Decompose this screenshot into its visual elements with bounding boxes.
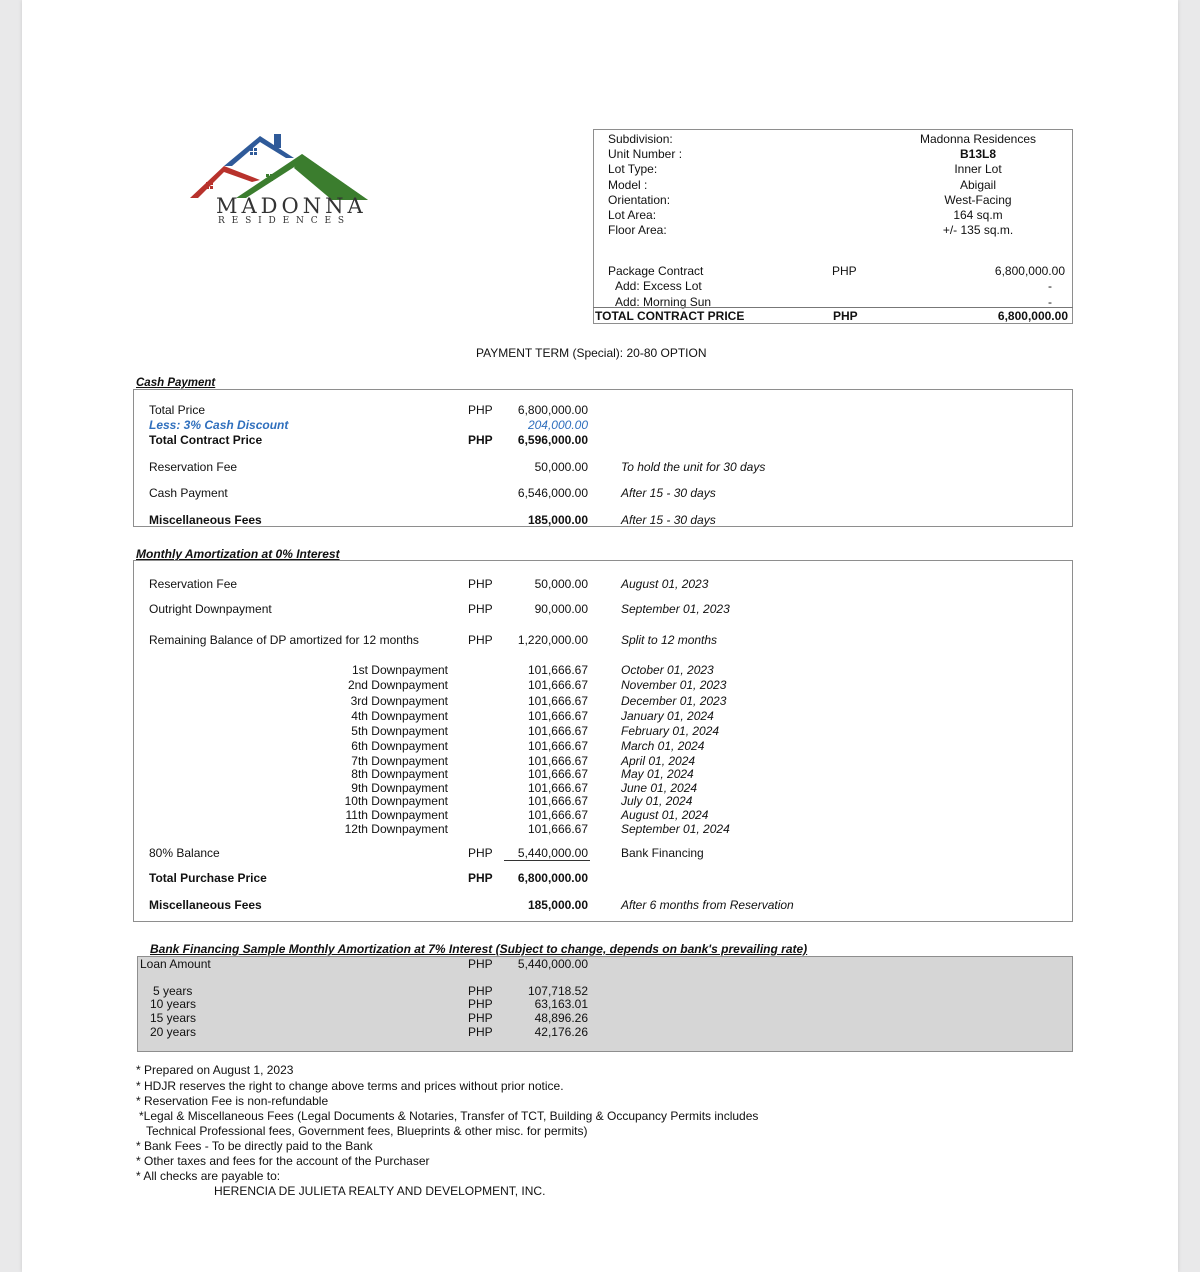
- cash-misc-label: Miscellaneous Fees: [149, 513, 262, 527]
- cash-reservation-note: To hold the unit for 30 days: [621, 460, 766, 474]
- downpayment-label: 7th Downpayment: [351, 754, 448, 768]
- total-contract-label: TOTAL CONTRACT PRICE: [595, 309, 745, 323]
- unit-value: West-Facing: [944, 193, 1012, 207]
- cash-contract-currency: PHP: [468, 433, 493, 447]
- footnote: * All checks are payable to:: [136, 1169, 281, 1183]
- downpayment-date: November 01, 2023: [621, 678, 727, 692]
- balance-80-note: Bank Financing: [621, 846, 704, 860]
- balance-underline: [504, 860, 590, 861]
- loan-term-label: 10 years: [150, 997, 197, 1011]
- unit-value: Abigail: [959, 178, 997, 192]
- downpayment-date: October 01, 2023: [621, 663, 714, 677]
- package-label: Package Contract: [608, 264, 704, 278]
- payee-company: HERENCIA DE JULIETA REALTY AND DEVELOPMENT, INC.: [214, 1184, 546, 1198]
- downpayment-date: April 01, 2024: [621, 754, 696, 768]
- morning-sun-value: -: [1048, 295, 1052, 309]
- total-purchase-value: 6,800,000.00: [517, 871, 588, 885]
- morning-sun-label: Add: Morning Sun: [615, 295, 712, 309]
- package-currency: PHP: [832, 264, 857, 278]
- loan-amount-value: 5,440,000.00: [517, 957, 588, 971]
- loan-term-currency: PHP: [468, 1025, 493, 1039]
- loan-amount-currency: PHP: [468, 957, 493, 971]
- outright-downpayment-date: September 01, 2023: [621, 602, 730, 616]
- downpayment-label: 6th Downpayment: [351, 739, 448, 753]
- cash-contract-label: Total Contract Price: [149, 433, 263, 447]
- total-purchase-currency: PHP: [468, 871, 493, 885]
- cash-discount-label: Less: 3% Cash Discount: [149, 418, 289, 432]
- unit-label: Lot Area:: [608, 208, 657, 222]
- cash-contract-value: 6,596,000.00: [517, 433, 588, 447]
- footnote: * Other taxes and fees for the account of the Purchaser: [136, 1154, 430, 1168]
- footnote: * Prepared on August 1, 2023: [136, 1063, 294, 1077]
- downpayment-amount: 101,666.67: [527, 709, 588, 723]
- downpayment-date: August 01, 2024: [621, 808, 709, 822]
- cash-payment-box: [133, 389, 1073, 527]
- downpayment-label: 8th Downpayment: [351, 767, 448, 781]
- total-price-currency: PHP: [468, 403, 493, 417]
- loan-term-currency: PHP: [468, 1011, 493, 1025]
- bank-financing-box: [137, 956, 1073, 1052]
- payment-term-heading: PAYMENT TERM (Special): 20-80 OPTION: [476, 346, 707, 360]
- cash-reservation-label: Reservation Fee: [149, 460, 238, 474]
- outright-downpayment-value: 90,000.00: [534, 602, 588, 616]
- downpayment-amount: 101,666.67: [527, 724, 588, 738]
- downpayment-label: 4th Downpayment: [351, 709, 448, 723]
- logo-name: MADONNA: [216, 194, 367, 218]
- monthly-reservation-value: 50,000.00: [534, 577, 588, 591]
- loan-amount-label: Loan Amount: [140, 957, 211, 971]
- footnote: * HDJR reserves the right to change above terms and prices without prior notice.: [136, 1079, 564, 1093]
- downpayment-amount: 101,666.67: [527, 663, 588, 677]
- downpayment-amount: 101,666.67: [527, 754, 588, 768]
- footnote: Technical Professional fees, Government fees, Blueprints & other misc. for permits): [146, 1124, 588, 1138]
- downpayment-date: July 01, 2024: [621, 794, 693, 808]
- excess-lot-label: Add: Excess Lot: [615, 279, 702, 293]
- downpayment-date: December 01, 2023: [621, 694, 727, 708]
- downpayment-amount: 101,666.67: [527, 781, 588, 795]
- unit-label: Model :: [608, 178, 648, 192]
- monthly-misc-value: 185,000.00: [527, 898, 588, 912]
- unit-label: Lot Type:: [608, 162, 658, 176]
- downpayment-label: 3rd Downpayment: [350, 694, 448, 708]
- downpayment-amount: 101,666.67: [527, 678, 588, 692]
- total-price-label: Total Price: [149, 403, 206, 417]
- downpayment-amount: 101,666.67: [527, 794, 588, 808]
- cash-misc-note: After 15 - 30 days: [621, 513, 716, 527]
- monthly-reservation-currency: PHP: [468, 577, 493, 591]
- monthly-misc-note: After 6 months from Reservation: [621, 898, 794, 912]
- remaining-balance-note: Split to 12 months: [621, 633, 718, 647]
- unit-value: 164 sq.m: [953, 208, 1003, 222]
- total-contract-value: 6,800,000.00: [997, 309, 1068, 323]
- unit-value: +/- 135 sq.m.: [942, 223, 1014, 237]
- outright-downpayment-currency: PHP: [468, 602, 493, 616]
- monthly-amortization-title: Monthly Amortization at 0% Interest: [136, 547, 340, 561]
- downpayment-label: 12th Downpayment: [344, 822, 448, 836]
- cash-reservation-value: 50,000.00: [534, 460, 588, 474]
- loan-term-label: 20 years: [150, 1025, 197, 1039]
- cash-discount-value: 204,000.00: [527, 418, 588, 432]
- cash-payment-note: After 15 - 30 days: [621, 486, 716, 500]
- downpayment-amount: 101,666.67: [527, 767, 588, 781]
- remaining-balance-value: 1,220,000.00: [517, 633, 588, 647]
- unit-value: Inner Lot: [954, 162, 1002, 176]
- loan-term-value: 42,176.26: [534, 1025, 588, 1039]
- downpayment-date: September 01, 2024: [621, 822, 730, 836]
- footnote: *Legal & Miscellaneous Fees (Legal Documents & Notaries, Transfer of TCT, Building & Occupancy Permits includes: [139, 1109, 759, 1123]
- downpayment-label: 10th Downpayment: [344, 794, 448, 808]
- loan-term-label: 15 years: [150, 1011, 197, 1025]
- unit-label: Subdivision:: [608, 132, 673, 146]
- loan-term-label: 5 years: [153, 984, 193, 998]
- document-page: [22, 0, 1178, 1272]
- monthly-amortization-box: [133, 560, 1073, 922]
- loan-term-value: 63,163.01: [534, 997, 588, 1011]
- monthly-reservation-date: August 01, 2023: [621, 577, 709, 591]
- cash-payment-label: Cash Payment: [149, 486, 228, 500]
- downpayment-label: 9th Downpayment: [351, 781, 448, 795]
- balance-80-currency: PHP: [468, 846, 493, 860]
- loan-term-currency: PHP: [468, 984, 493, 998]
- downpayment-date: February 01, 2024: [621, 724, 720, 738]
- downpayment-date: May 01, 2024: [621, 767, 694, 781]
- remaining-balance-currency: PHP: [468, 633, 493, 647]
- downpayment-label: 11th Downpayment: [345, 808, 448, 822]
- unit-label: Orientation:: [608, 193, 671, 207]
- cash-payment-title: Cash Payment: [136, 377, 216, 389]
- logo-subtitle: R E S I D E N C E S: [218, 216, 347, 226]
- monthly-misc-label: Miscellaneous Fees: [149, 898, 262, 912]
- cash-payment-value: 6,546,000.00: [517, 486, 588, 500]
- cash-misc-value: 185,000.00: [527, 513, 588, 527]
- madonna-logo: [182, 128, 382, 233]
- unit-value: B13L8: [959, 147, 997, 161]
- unit-label: Unit Number :: [608, 147, 683, 161]
- monthly-reservation-label: Reservation Fee: [149, 577, 238, 591]
- downpayment-label: 1st Downpayment: [351, 663, 448, 677]
- bank-financing-title: Bank Financing Sample Monthly Amortization at 7% Interest (Subject to change, depends on bank's prevailing rate): [150, 942, 808, 956]
- footnote: * Reservation Fee is non-refundable: [136, 1094, 329, 1108]
- downpayment-date: January 01, 2024: [621, 709, 714, 723]
- downpayment-date: June 01, 2024: [621, 781, 698, 795]
- downpayment-label: 5th Downpayment: [351, 724, 448, 738]
- package-value: 6,800,000.00: [994, 264, 1065, 278]
- remaining-balance-label: Remaining Balance of DP amortized for 12 months: [149, 633, 419, 647]
- total-price-value: 6,800,000.00: [517, 403, 588, 417]
- total-contract-currency: PHP: [833, 309, 858, 323]
- balance-80-value: 5,440,000.00: [517, 846, 588, 860]
- balance-80-label: 80% Balance: [149, 846, 220, 860]
- loan-term-value: 48,896.26: [534, 1011, 588, 1025]
- downpayment-amount: 101,666.67: [527, 739, 588, 753]
- total-purchase-label: Total Purchase Price: [149, 871, 267, 885]
- downpayment-label: 2nd Downpayment: [347, 678, 448, 692]
- outright-downpayment-label: Outright Downpayment: [149, 602, 272, 616]
- footnote: * Bank Fees - To be directly paid to the Bank: [136, 1139, 373, 1153]
- loan-term-value: 107,718.52: [527, 984, 588, 998]
- total-contract-row: [593, 307, 1073, 308]
- unit-label: Floor Area:: [608, 223, 667, 237]
- downpayment-amount: 101,666.67: [527, 694, 588, 708]
- downpayment-amount: 101,666.67: [527, 822, 588, 836]
- unit-value: Madonna Residences: [919, 132, 1037, 146]
- excess-lot-value: -: [1048, 279, 1052, 293]
- loan-term-currency: PHP: [468, 997, 493, 1011]
- downpayment-amount: 101,666.67: [527, 808, 588, 822]
- downpayment-date: March 01, 2024: [621, 739, 705, 753]
